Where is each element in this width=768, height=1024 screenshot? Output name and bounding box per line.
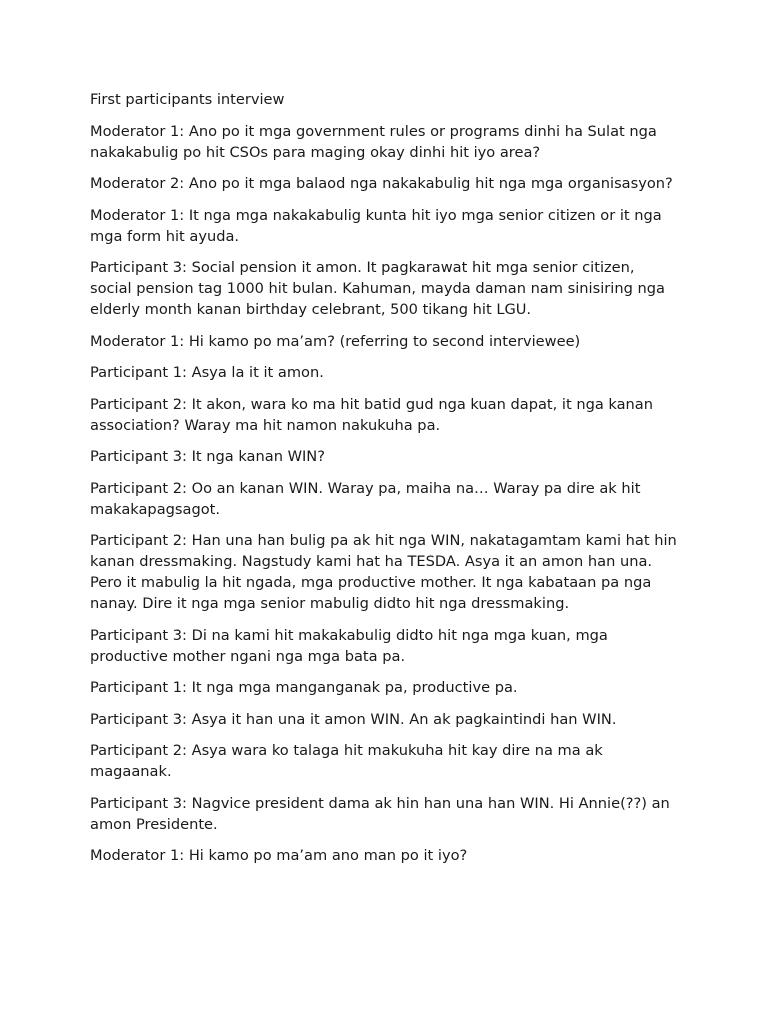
transcript-paragraph: Moderator 1: Ano po it mga government rules or programs dinhi ha Sulat nga nakakabulig po hit CSOs para maging okay dinhi hit iyo area? <box>90 122 657 161</box>
transcript-paragraph: Participant 1: It nga mga manganganak pa, productive pa. <box>90 679 518 696</box>
transcript-paragraph: Moderator 2: Ano po it mga balaod nga nakakabulig hit nga mga organisasyon? <box>90 175 673 192</box>
transcript-paragraph: Moderator 1: Hi kamo po ma’am ano man po it iyo? <box>90 847 468 864</box>
transcript-paragraph: Participant 2: Han una han bulig pa ak hit nga WIN, nakatagamtam kami hat hin kanan dressmaking. Nagstudy kami hat ha TESDA. Asya it an amon han una. Pero it mabulig la hit ngada, mga productive mother. It nga kabataan pa nga nanay. Dire it nga mga senior mabulig didto hit nga dressmaking. <box>90 532 677 612</box>
transcript-paragraph: Moderator 1: It nga mga nakakabulig kunta hit iyo mga senior citizen or it nga mga form hit ayuda. <box>90 206 662 245</box>
transcript-paragraph: Participant 2: Oo an kanan WIN. Waray pa, maiha na… Waray pa dire ak hit makakapagsagot. <box>90 479 641 518</box>
transcript-paragraph: Participant 2: It akon, wara ko ma hit batid gud nga kuan dapat, it nga kanan association? Waray ma hit namon nakukuha pa. <box>90 395 653 434</box>
transcript-paragraph: Moderator 1: Hi kamo po ma’am? (referring to second interviewee) <box>90 332 581 350</box>
transcript-paragraph: Participant 3: Nagvice president dama ak hin han una han WIN. Hi Annie(??) an amon Presidente. <box>90 794 670 833</box>
transcript-paragraph: Participant 2: Asya wara ko talaga hit makukuha hit kay dire na ma ak magaanak. <box>90 742 603 780</box>
transcript-paragraph: Participant 3: Social pension it amon. It pagkarawat hit mga senior citizen, social pension tag 1000 hit bulan. Kahuman, mayda daman nam sinisiring nga elderly month kanan birthday celebrant, 500 tikang hit LGU. <box>90 259 665 318</box>
transcript-paragraph: Participant 1: Asya la it it amon. <box>90 364 324 381</box>
transcript-paragraph: Participant 3: Asya it han una it amon WIN. An ak pagkaintindi han WIN. <box>90 710 617 728</box>
transcript-paragraph: Participant 3: It nga kanan WIN? <box>90 448 325 465</box>
document-title: First participants interview <box>90 91 285 108</box>
transcript-paragraph: Participant 3: Di na kami hit makakabulig didto hit nga mga kuan, mga productive mother ngani nga mga bata pa. <box>90 626 608 665</box>
